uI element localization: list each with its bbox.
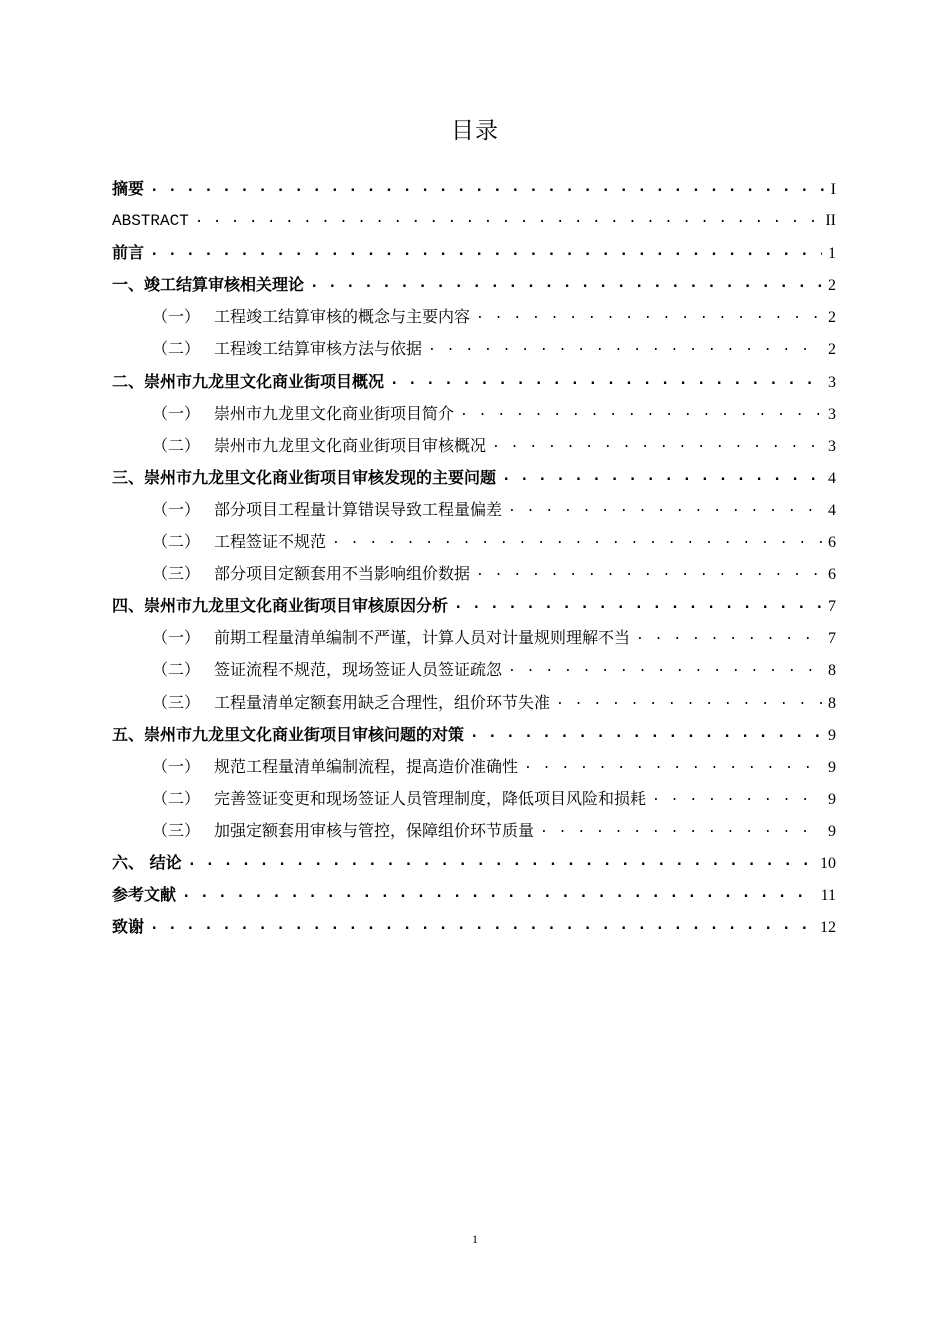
toc-dot-leader (502, 465, 822, 483)
toc-entry-label: 二、崇州市九龙里文化商业街项目概况 (112, 371, 385, 391)
toc-dot-leader (428, 336, 822, 354)
toc-entry-label: 四、崇州市九龙里文化商业街项目审核原因分析 (112, 596, 449, 616)
toc-dot-leader (540, 818, 822, 836)
toc-entry-chapter[interactable] (112, 849, 836, 881)
toc-entry-label: 一、竣工结算审核相关理论 (112, 275, 305, 295)
toc-entry-page: 2 (828, 277, 836, 295)
toc-entry-label: 加强定额套用审核与管控，保障组价环节质量 (214, 820, 535, 840)
toc-entry-number: （三） (152, 692, 201, 712)
toc-entry-section[interactable] (112, 624, 836, 656)
toc-entry-section[interactable] (112, 528, 836, 560)
toc-entry-section[interactable] (112, 560, 836, 592)
toc-entry-section[interactable] (112, 335, 836, 367)
toc-entry-page: 3 (828, 405, 836, 423)
toc-entry-label: 前言 (112, 243, 145, 263)
toc-entry-chapter[interactable] (112, 592, 836, 624)
toc-entry-section[interactable] (112, 753, 836, 785)
toc-entry-section[interactable] (112, 303, 836, 335)
toc-dot-leader (332, 529, 822, 547)
table-of-contents (112, 175, 836, 945)
toc-entry-page: 1 (828, 245, 836, 263)
toc-dot-leader (390, 369, 822, 387)
toc-dot-leader (652, 786, 822, 804)
toc-entry-page: 9 (828, 790, 836, 808)
toc-entry-chapter[interactable] (112, 207, 836, 239)
toc-dot-leader (476, 304, 822, 322)
toc-dot-leader (476, 561, 822, 579)
toc-dot-leader (150, 240, 822, 258)
toc-entry-page: 3 (828, 373, 836, 391)
toc-entry-label: 五、崇州市九龙里文化商业街项目审核问题的对策 (112, 724, 465, 744)
toc-entry-page: 9 (828, 758, 836, 776)
toc-dot-leader (310, 272, 822, 290)
toc-entry-page: 9 (828, 822, 836, 840)
toc-entry-label: 部分项目工程量计算错误导致工程量偏差 (214, 499, 503, 519)
toc-dot-leader (508, 657, 822, 675)
toc-entry-label: 规范工程量清单编制流程，提高造价准确性 (214, 756, 519, 776)
toc-dot-leader (636, 625, 822, 643)
toc-entry-page: II (825, 212, 836, 230)
toc-entry-page: I (830, 181, 836, 198)
toc-entry-page: 7 (828, 598, 836, 616)
toc-entry-chapter[interactable] (112, 881, 836, 913)
toc-entry-label: 参考文献 (112, 885, 177, 905)
toc-entry-number: （一） (152, 307, 201, 327)
toc-dot-leader (492, 433, 822, 451)
toc-dot-leader (460, 401, 822, 419)
toc-entry-number: （一） (152, 403, 201, 423)
toc-entry-page: 8 (828, 694, 836, 712)
toc-entry-label: 六、 结论 (112, 852, 182, 872)
toc-entry-page: 10 (820, 854, 836, 872)
toc-entry-chapter[interactable] (112, 271, 836, 303)
toc-entry-number: （三） (152, 564, 201, 584)
toc-entry-label: 部分项目定额套用不当影响组价数据 (214, 564, 471, 584)
toc-entry-number: （二） (152, 788, 201, 808)
toc-entry-page: 12 (820, 919, 836, 937)
toc-entry-section[interactable] (112, 432, 836, 464)
toc-entry-label: 工程竣工结算审核的概念与主要内容 (214, 307, 471, 327)
toc-dot-leader (188, 850, 814, 868)
toc-dot-leader (556, 690, 822, 708)
toc-entry-label: 三、崇州市九龙里文化商业街项目审核发现的主要问题 (112, 467, 497, 487)
toc-entry-chapter[interactable] (112, 368, 836, 400)
toc-entry-number: （二） (152, 660, 201, 680)
toc-entry-section[interactable] (112, 496, 836, 528)
toc-entry-chapter[interactable] (112, 721, 836, 753)
toc-dot-leader (454, 593, 822, 611)
toc-entry-page: 8 (828, 662, 836, 680)
toc-entry-label: 崇州市九龙里文化商业街项目简介 (214, 403, 455, 423)
toc-dot-leader (195, 207, 820, 225)
toc-entry-page: 6 (828, 534, 836, 552)
toc-entry-page: 7 (828, 630, 836, 648)
toc-entry-chapter[interactable] (112, 913, 836, 945)
toc-entry-page: 4 (828, 501, 836, 519)
toc-entry-number: （一） (152, 628, 201, 648)
toc-entry-label: 摘要 (112, 179, 145, 198)
toc-entry-label: 完善签证变更和现场签证人员管理制度，降低项目风险和损耗 (214, 788, 647, 808)
toc-dot-leader (150, 914, 814, 932)
toc-entry-page: 9 (828, 726, 836, 744)
toc-entry-chapter[interactable] (112, 175, 836, 207)
toc-entry-page: 3 (828, 437, 836, 455)
toc-entry-section[interactable] (112, 689, 836, 721)
toc-entry-section[interactable] (112, 400, 836, 432)
toc-entry-number: （三） (152, 820, 201, 840)
toc-entry-chapter[interactable] (112, 239, 836, 271)
toc-dot-leader (470, 722, 822, 740)
toc-entry-section[interactable] (112, 785, 836, 817)
toc-entry-page: 6 (828, 566, 836, 584)
toc-dot-leader (182, 882, 815, 900)
toc-entry-number: （一） (152, 756, 201, 776)
toc-entry-page: 4 (828, 469, 836, 487)
toc-entry-number: （一） (152, 499, 201, 519)
toc-dot-leader (150, 176, 825, 194)
toc-entry-number: （二） (152, 339, 201, 359)
page-number: 1 (472, 1232, 478, 1246)
toc-entry-label: ABSTRACT (112, 212, 189, 231)
toc-entry-page: 2 (828, 309, 836, 327)
toc-entry-page: 2 (828, 341, 836, 359)
toc-entry-number: （二） (152, 435, 201, 455)
toc-entry-chapter[interactable] (112, 464, 836, 496)
toc-entry-label: 工程量清单定额套用缺乏合理性，组价环节失准 (214, 692, 551, 712)
toc-entry-label: 崇州市九龙里文化商业街项目审核概况 (214, 435, 487, 455)
toc-entry-section[interactable] (112, 656, 836, 688)
toc-entry-label: 前期工程量清单编制不严谨，计算人员对计量规则理解不当 (214, 628, 631, 648)
toc-entry-number: （二） (152, 532, 201, 552)
toc-entry-label: 致谢 (112, 917, 145, 937)
toc-entry-label: 工程竣工结算审核方法与依据 (214, 339, 423, 359)
toc-entry-page: 11 (820, 887, 836, 905)
page-title: 目录 (451, 118, 499, 144)
toc-dot-leader (508, 497, 822, 515)
toc-entry-label: 签证流程不规范，现场签证人员签证疏忽 (214, 660, 503, 680)
toc-entry-label: 工程签证不规范 (214, 532, 327, 552)
toc-dot-leader (524, 754, 822, 772)
toc-entry-section[interactable] (112, 817, 836, 849)
